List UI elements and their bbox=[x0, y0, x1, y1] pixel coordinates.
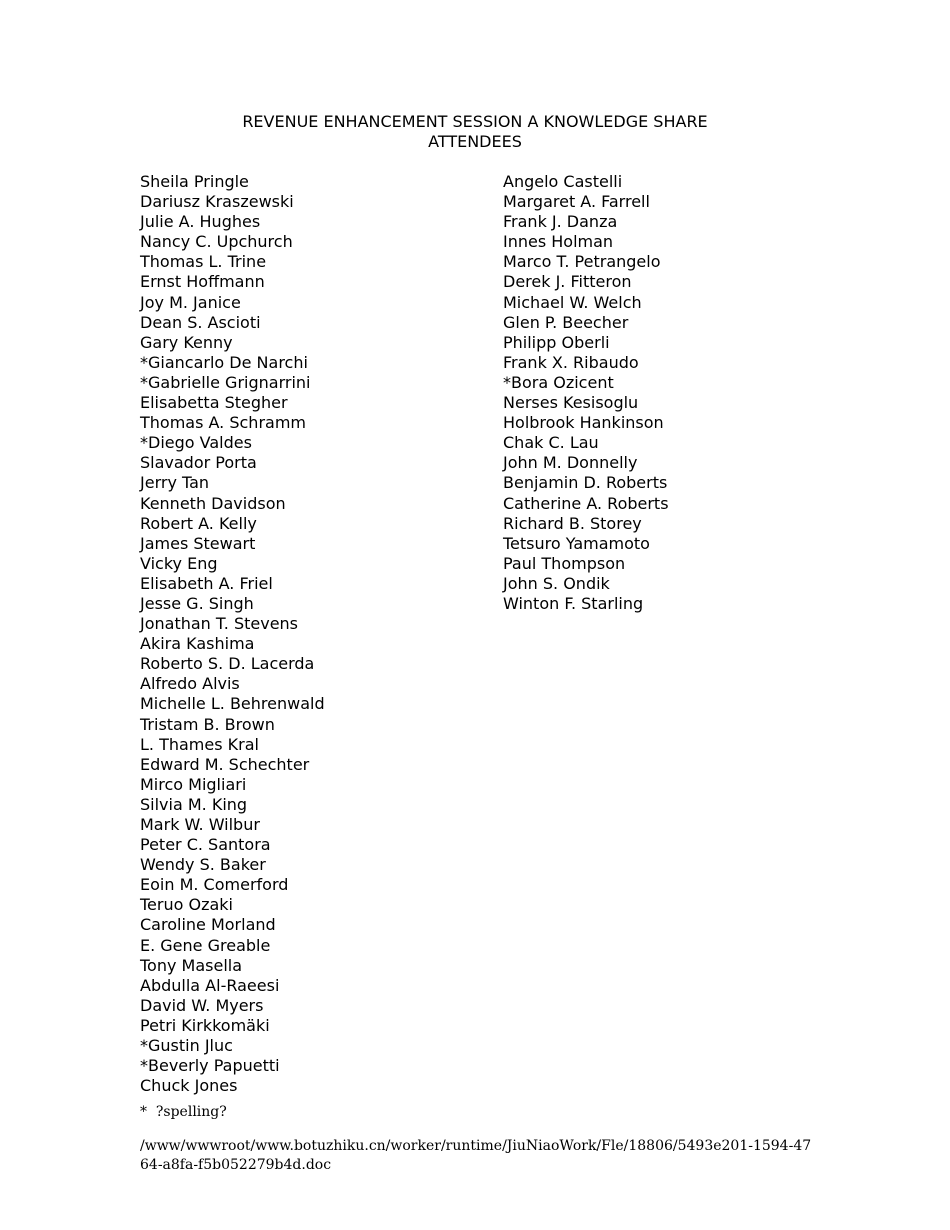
attendee-name: Akira Kashima bbox=[140, 634, 255, 654]
attendee-name: Dariusz Kraszewski bbox=[140, 192, 294, 212]
attendee-name: E. Gene Greable bbox=[140, 935, 271, 955]
attendee-name: Abdulla Al-Raeesi bbox=[140, 975, 280, 995]
attendee-list-right bbox=[503, 172, 669, 614]
attendee-name: Sheila Pringle bbox=[140, 172, 249, 191]
attendee-name: John M. Donnelly bbox=[503, 453, 638, 473]
file-path: /www/wwwroot/www.botuzhiku.cn/worker/runtime/JiuNiaoWork/Fle/18806/5493e201-1594-4764-a8fa-f5b052279b4d.doc bbox=[140, 1138, 812, 1173]
attendee-name: Dean S. Ascioti bbox=[140, 312, 261, 332]
attendee-name: *Diego Valdes bbox=[140, 433, 252, 453]
attendee-name: James Stewart bbox=[140, 533, 256, 553]
attendee-name: Tony Masella bbox=[140, 955, 243, 975]
attendee-name: John S. Ondik bbox=[503, 573, 610, 593]
attendee-name: Nerses Kesisoglu bbox=[503, 393, 639, 413]
attendee-name: Wendy S. Baker bbox=[140, 855, 266, 875]
attendee-name: Derek J. Fitteron bbox=[503, 272, 632, 292]
attendee-name: Michael W. Welch bbox=[503, 292, 642, 312]
attendee-name: Holbrook Hankinson bbox=[503, 413, 664, 433]
attendee-name: Thomas A. Schramm bbox=[140, 413, 306, 433]
attendee-name: Peter C. Santora bbox=[140, 835, 271, 855]
attendee-name: Paul Thompson bbox=[503, 553, 626, 573]
attendee-name: Kenneth Davidson bbox=[140, 493, 286, 513]
attendee-name: Glen P. Beecher bbox=[503, 312, 629, 332]
document-title bbox=[0, 112, 950, 152]
attendee-name: Teruo Ozaki bbox=[140, 895, 233, 915]
attendee-name: Ernst Hoffmann bbox=[140, 272, 265, 292]
attendee-name: Jonathan T. Stevens bbox=[140, 614, 299, 634]
attendee-name: *Bora Ozicent bbox=[503, 372, 614, 392]
attendee-name: Philipp Oberli bbox=[503, 332, 610, 352]
attendee-name: Silvia M. King bbox=[140, 794, 248, 814]
attendee-name: Benjamin D. Roberts bbox=[503, 473, 668, 493]
attendee-name: Gary Kenny bbox=[140, 332, 233, 352]
attendee-name: Frank X. Ribaudo bbox=[503, 352, 639, 372]
attendee-name: Nancy C. Upchurch bbox=[140, 232, 293, 252]
attendee-name: Frank J. Danza bbox=[503, 212, 618, 232]
attendee-name: Thomas L. Trine bbox=[140, 252, 267, 272]
attendee-name: Edward M. Schechter bbox=[140, 754, 310, 774]
attendee-name: Vicky Eng bbox=[140, 553, 218, 573]
attendee-name: *Beverly Papuetti bbox=[140, 1056, 280, 1076]
attendee-name: Eoin M. Comerford bbox=[140, 875, 289, 895]
attendee-name: Catherine A. Roberts bbox=[503, 493, 669, 513]
attendee-name: David W. Myers bbox=[140, 995, 264, 1015]
attendee-name: Elisabeth A. Friel bbox=[140, 573, 273, 593]
attendee-name: Mirco Migliari bbox=[140, 774, 247, 794]
attendee-name: Chak C. Lau bbox=[503, 433, 599, 453]
spelling-footnote: * ?spelling? bbox=[140, 1104, 227, 1120]
attendee-name: Tristam B. Brown bbox=[140, 714, 275, 734]
attendee-name: Jesse G. Singh bbox=[140, 593, 254, 613]
attendee-name: L. Thames Kral bbox=[140, 734, 259, 754]
attendee-list-left bbox=[140, 172, 325, 1096]
attendee-name: Margaret A. Farrell bbox=[503, 192, 650, 212]
attendee-name: Innes Holman bbox=[503, 232, 614, 252]
attendee-name: Jerry Tan bbox=[140, 473, 210, 493]
title-line-2: ATTENDEES bbox=[428, 132, 522, 151]
attendee-name: Robert A. Kelly bbox=[140, 513, 257, 533]
attendee-name: Slavador Porta bbox=[140, 453, 257, 473]
attendee-name: Alfredo Alvis bbox=[140, 674, 240, 694]
attendee-name: Petri Kirkkomäki bbox=[140, 1015, 270, 1035]
attendee-name: Tetsuro Yamamoto bbox=[503, 533, 650, 553]
attendee-name: Mark W. Wilbur bbox=[140, 815, 260, 834]
title-line-1: REVENUE ENHANCEMENT SESSION A KNOWLEDGE SHARE bbox=[242, 112, 708, 131]
attendee-name: Chuck Jones bbox=[140, 1076, 238, 1096]
attendee-name: Caroline Morland bbox=[140, 915, 276, 935]
attendee-name: *Gustin Jluc bbox=[140, 1036, 233, 1056]
attendee-name: Julie A. Hughes bbox=[140, 212, 261, 232]
attendee-name: *Gabrielle Grignarrini bbox=[140, 372, 311, 392]
attendee-name: Winton F. Starling bbox=[503, 593, 644, 613]
attendee-name: Roberto S. D. Lacerda bbox=[140, 654, 315, 674]
attendee-name: Elisabetta Stegher bbox=[140, 393, 288, 413]
attendee-name: *Giancarlo De Narchi bbox=[140, 352, 308, 372]
attendee-name: Marco T. Petrangelo bbox=[503, 252, 661, 272]
attendee-name: Joy M. Janice bbox=[140, 292, 241, 312]
attendee-name: Richard B. Storey bbox=[503, 513, 642, 533]
attendee-name: Angelo Castelli bbox=[503, 172, 623, 191]
attendee-name: Michelle L. Behrenwald bbox=[140, 694, 325, 714]
